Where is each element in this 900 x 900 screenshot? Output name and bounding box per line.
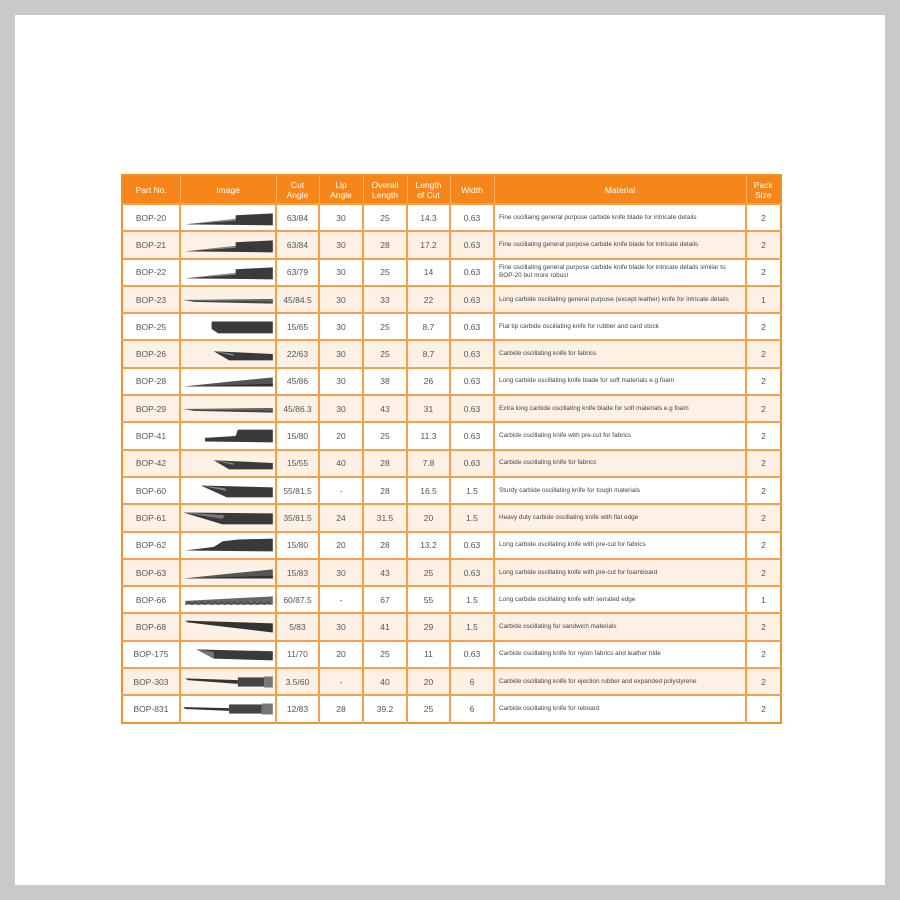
cell-cut-angle: 5/83 (276, 613, 319, 640)
cell-part-no: BOP-28 (122, 368, 180, 395)
cell-width: 0.63 (450, 368, 494, 395)
cell-width: 0.63 (450, 559, 494, 586)
cell-overall-length: 40 (363, 668, 407, 695)
cell-lip-angle: - (319, 586, 363, 613)
cell-length-of-cut: 55 (407, 586, 450, 613)
cell-length-of-cut: 17.2 (407, 231, 450, 258)
blade-flat-tip-icon (181, 316, 275, 338)
cell-cut-angle: 45/86 (276, 368, 319, 395)
cell-length-of-cut: 8.7 (407, 313, 450, 340)
cell-cut-angle: 3.5/60 (276, 668, 319, 695)
cell-pack-size: 2 (746, 231, 781, 258)
cell-part-no: BOP-60 (122, 477, 180, 504)
cell-width: 0.63 (450, 422, 494, 449)
blade-sturdy-icon (181, 480, 275, 502)
cell-lip-angle: 20 (319, 422, 363, 449)
blade-image-cell (180, 504, 276, 531)
table-row (122, 504, 781, 531)
cell-cut-angle: 22/63 (276, 340, 319, 367)
blade-long-thin-icon (181, 398, 275, 420)
table-row (122, 450, 781, 477)
cell-pack-size: 2 (746, 450, 781, 477)
blade-heavy-duty-icon (181, 507, 275, 529)
cell-width: 0.63 (450, 313, 494, 340)
cell-cut-angle: 60/87.5 (276, 586, 319, 613)
blade-pre-cut-long-icon (181, 534, 275, 556)
cell-cut-angle: 35/81.5 (276, 504, 319, 531)
cell-overall-length: 33 (363, 286, 407, 313)
cell-material: Long carbide oscillating knife blade for soft materials e.g foam (494, 368, 746, 395)
blade-round-shank-long-icon (181, 698, 275, 720)
cell-material: Carbide oscillating knife with pre-cut for fabrics (494, 422, 746, 449)
header-cut-angle: Cut Angle (276, 175, 319, 204)
table-row (122, 340, 781, 367)
cell-lip-angle: 30 (319, 231, 363, 258)
cell-length-of-cut: 25 (407, 695, 450, 722)
cell-width: 0.63 (450, 450, 494, 477)
cell-part-no: BOP-61 (122, 504, 180, 531)
blade-image-cell (180, 695, 276, 722)
cell-pack-size: 1 (746, 586, 781, 613)
table-row (122, 641, 781, 668)
cell-material: Carbide oscillating knife for ejection rubber and expanded polystyrene (494, 668, 746, 695)
cell-cut-angle: 15/55 (276, 450, 319, 477)
cell-length-of-cut: 14.3 (407, 204, 450, 231)
cell-length-of-cut: 8.7 (407, 340, 450, 367)
cell-overall-length: 25 (363, 340, 407, 367)
cell-length-of-cut: 7.8 (407, 450, 450, 477)
cell-length-of-cut: 20 (407, 668, 450, 695)
cell-pack-size: 2 (746, 422, 781, 449)
cell-material: Fine oscillating general purpose carbide knife blade for intricate details similar to BOP-20 but more robust (494, 259, 746, 286)
header-part-no: Part No. (122, 175, 180, 204)
cell-part-no: BOP-831 (122, 695, 180, 722)
table-row (122, 286, 781, 313)
table-row (122, 204, 781, 231)
cell-cut-angle: 15/80 (276, 532, 319, 559)
cell-pack-size: 2 (746, 532, 781, 559)
cell-material: Flat tip carbide oscillating knife for rubber and card stock (494, 313, 746, 340)
cell-length-of-cut: 29 (407, 613, 450, 640)
blade-fine-point-icon (181, 261, 275, 283)
cell-material: Fine oscillaing general purpose carbide knife blade for intricate details (494, 204, 746, 231)
blade-image-cell (180, 668, 276, 695)
cell-pack-size: 2 (746, 668, 781, 695)
cell-lip-angle: 28 (319, 695, 363, 722)
cell-material: Fine oscillating general purpose carbide knife blade for intricate details (494, 231, 746, 258)
table-row (122, 231, 781, 258)
cell-pack-size: 2 (746, 559, 781, 586)
table-row (122, 313, 781, 340)
cell-lip-angle: 30 (319, 559, 363, 586)
cell-pack-size: 2 (746, 395, 781, 422)
cell-cut-angle: 63/79 (276, 259, 319, 286)
table-row (122, 559, 781, 586)
header-image: Image (180, 175, 276, 204)
cell-part-no: BOP-21 (122, 231, 180, 258)
cell-part-no: BOP-42 (122, 450, 180, 477)
cell-width: 1.5 (450, 504, 494, 531)
cell-overall-length: 28 (363, 532, 407, 559)
cell-cut-angle: 63/84 (276, 204, 319, 231)
cell-width: 0.63 (450, 259, 494, 286)
blade-image-cell (180, 422, 276, 449)
cell-length-of-cut: 20 (407, 504, 450, 531)
cell-material: Long carbide oscillating knife with pre-cut for fabrics (494, 532, 746, 559)
cell-part-no: BOP-23 (122, 286, 180, 313)
cell-lip-angle: 30 (319, 368, 363, 395)
blade-short-sturdy-icon (181, 643, 275, 665)
cell-lip-angle: 30 (319, 259, 363, 286)
cell-length-of-cut: 13.2 (407, 532, 450, 559)
blade-long-thin-icon (181, 289, 275, 311)
table-row (122, 532, 781, 559)
cell-length-of-cut: 26 (407, 368, 450, 395)
cell-width: 0.63 (450, 395, 494, 422)
cell-width: 1.5 (450, 586, 494, 613)
blade-image-cell (180, 641, 276, 668)
table-body (122, 204, 781, 723)
cell-material: Extra long carbide oscillating knife blade for soft materials e.g foam (494, 395, 746, 422)
blade-spec-table (121, 174, 782, 724)
cell-material: Carbide oscillating knife for nylon fabrics and leather hide (494, 641, 746, 668)
cell-overall-length: 38 (363, 368, 407, 395)
blade-image-cell (180, 231, 276, 258)
cell-material: Carbide oscillating knife for fabrics (494, 340, 746, 367)
cell-pack-size: 2 (746, 313, 781, 340)
cell-width: 1.5 (450, 613, 494, 640)
blade-image-cell (180, 340, 276, 367)
cell-pack-size: 2 (746, 477, 781, 504)
cell-width: 0.63 (450, 286, 494, 313)
cell-pack-size: 2 (746, 641, 781, 668)
table-row (122, 368, 781, 395)
cell-part-no: BOP-41 (122, 422, 180, 449)
cell-lip-angle: 30 (319, 286, 363, 313)
blade-image-cell (180, 395, 276, 422)
cell-width: 0.63 (450, 204, 494, 231)
blade-round-shank-icon (181, 671, 275, 693)
cell-lip-angle: 30 (319, 340, 363, 367)
cell-part-no: BOP-26 (122, 340, 180, 367)
header-pack-size: Pack Size (746, 175, 781, 204)
blade-image-cell (180, 613, 276, 640)
cell-cut-angle: 45/84.5 (276, 286, 319, 313)
cell-lip-angle: 20 (319, 641, 363, 668)
cell-lip-angle: 24 (319, 504, 363, 531)
cell-material: Long carbide oscillating knife with serrated edge (494, 586, 746, 613)
cell-width: 6 (450, 695, 494, 722)
cell-part-no: BOP-20 (122, 204, 180, 231)
cell-material: Heavy duty carbide oscillating knife with flat edge (494, 504, 746, 531)
cell-pack-size: 2 (746, 204, 781, 231)
cell-overall-length: 43 (363, 395, 407, 422)
table-row (122, 477, 781, 504)
cell-width: 0.63 (450, 231, 494, 258)
blade-sandwich-icon (181, 616, 275, 638)
cell-part-no: BOP-25 (122, 313, 180, 340)
cell-length-of-cut: 14 (407, 259, 450, 286)
cell-cut-angle: 55/81.5 (276, 477, 319, 504)
header-overall-length: Overall Length (363, 175, 407, 204)
header-length-of-cut: Length of Cut (407, 175, 450, 204)
table-row (122, 668, 781, 695)
cell-length-of-cut: 31 (407, 395, 450, 422)
cell-overall-length: 39.2 (363, 695, 407, 722)
cell-cut-angle: 45/86.3 (276, 395, 319, 422)
cell-overall-length: 25 (363, 641, 407, 668)
table-row (122, 613, 781, 640)
cell-pack-size: 2 (746, 259, 781, 286)
blade-angled-tip-icon (181, 452, 275, 474)
blade-image-cell (180, 532, 276, 559)
cell-lip-angle: 40 (319, 450, 363, 477)
cell-material: Carbide oscillating knife for reboard (494, 695, 746, 722)
table-row (122, 422, 781, 449)
cell-lip-angle: - (319, 668, 363, 695)
cell-width: 0.63 (450, 532, 494, 559)
cell-overall-length: 28 (363, 450, 407, 477)
cell-cut-angle: 15/83 (276, 559, 319, 586)
blade-image-cell (180, 313, 276, 340)
cell-length-of-cut: 11 (407, 641, 450, 668)
blade-image-cell (180, 477, 276, 504)
cell-part-no: BOP-29 (122, 395, 180, 422)
cell-lip-angle: 30 (319, 395, 363, 422)
cell-material: Long carbide oscillating general purpose (except leather) knife for intricate details (494, 286, 746, 313)
cell-overall-length: 25 (363, 313, 407, 340)
blade-image-cell (180, 286, 276, 313)
blade-image-cell (180, 368, 276, 395)
cell-material: Carbide oscillating for sandwich materials (494, 613, 746, 640)
cell-lip-angle: 30 (319, 313, 363, 340)
blade-angled-tip-icon (181, 343, 275, 365)
cell-pack-size: 2 (746, 368, 781, 395)
table-row (122, 395, 781, 422)
blade-long-tapered-icon (181, 562, 275, 584)
blade-pre-cut-icon (181, 425, 275, 447)
cell-length-of-cut: 25 (407, 559, 450, 586)
cell-lip-angle: 30 (319, 613, 363, 640)
cell-cut-angle: 15/80 (276, 422, 319, 449)
cell-part-no: BOP-63 (122, 559, 180, 586)
cell-overall-length: 25 (363, 259, 407, 286)
cell-length-of-cut: 22 (407, 286, 450, 313)
cell-part-no: BOP-68 (122, 613, 180, 640)
blade-image-cell (180, 559, 276, 586)
blade-fine-point-icon (181, 207, 275, 229)
header-row (122, 175, 781, 204)
cell-overall-length: 25 (363, 204, 407, 231)
cell-overall-length: 25 (363, 422, 407, 449)
cell-overall-length: 67 (363, 586, 407, 613)
cell-pack-size: 2 (746, 340, 781, 367)
table-row (122, 259, 781, 286)
cell-overall-length: 43 (363, 559, 407, 586)
blade-image-cell (180, 204, 276, 231)
cell-overall-length: 31.5 (363, 504, 407, 531)
blade-long-tapered-icon (181, 370, 275, 392)
table-row (122, 586, 781, 613)
cell-material: Long carbide oscillating knife with pre-cut for foamboard (494, 559, 746, 586)
cell-part-no: BOP-66 (122, 586, 180, 613)
cell-pack-size: 1 (746, 286, 781, 313)
cell-material: Carbide oscillating knife for fabrics (494, 450, 746, 477)
cell-width: 6 (450, 668, 494, 695)
blade-image-cell (180, 450, 276, 477)
cell-part-no: BOP-303 (122, 668, 180, 695)
cell-lip-angle: 30 (319, 204, 363, 231)
cell-overall-length: 28 (363, 231, 407, 258)
cell-length-of-cut: 16.5 (407, 477, 450, 504)
cell-overall-length: 28 (363, 477, 407, 504)
blade-image-cell (180, 586, 276, 613)
cell-overall-length: 41 (363, 613, 407, 640)
blade-serrated-icon (181, 589, 275, 611)
cell-cut-angle: 11/70 (276, 641, 319, 668)
cell-part-no: BOP-22 (122, 259, 180, 286)
cell-pack-size: 2 (746, 695, 781, 722)
header-material: Material (494, 175, 746, 204)
table-row (122, 695, 781, 722)
cell-width: 1.5 (450, 477, 494, 504)
cell-lip-angle: - (319, 477, 363, 504)
cell-length-of-cut: 11.3 (407, 422, 450, 449)
cell-part-no: BOP-62 (122, 532, 180, 559)
header-lip-angle: Lip Angle (319, 175, 363, 204)
blade-fine-point-icon (181, 234, 275, 256)
cell-width: 0.63 (450, 340, 494, 367)
cell-material: Sturdy carbide oscillating knife for tough materials (494, 477, 746, 504)
cell-cut-angle: 63/84 (276, 231, 319, 258)
cell-cut-angle: 12/83 (276, 695, 319, 722)
cell-pack-size: 2 (746, 504, 781, 531)
blade-image-cell (180, 259, 276, 286)
cell-width: 0.63 (450, 641, 494, 668)
cell-part-no: BOP-175 (122, 641, 180, 668)
cell-lip-angle: 20 (319, 532, 363, 559)
cell-pack-size: 2 (746, 613, 781, 640)
page-frame (15, 15, 885, 885)
header-width: Width (450, 175, 494, 204)
cell-cut-angle: 15/65 (276, 313, 319, 340)
